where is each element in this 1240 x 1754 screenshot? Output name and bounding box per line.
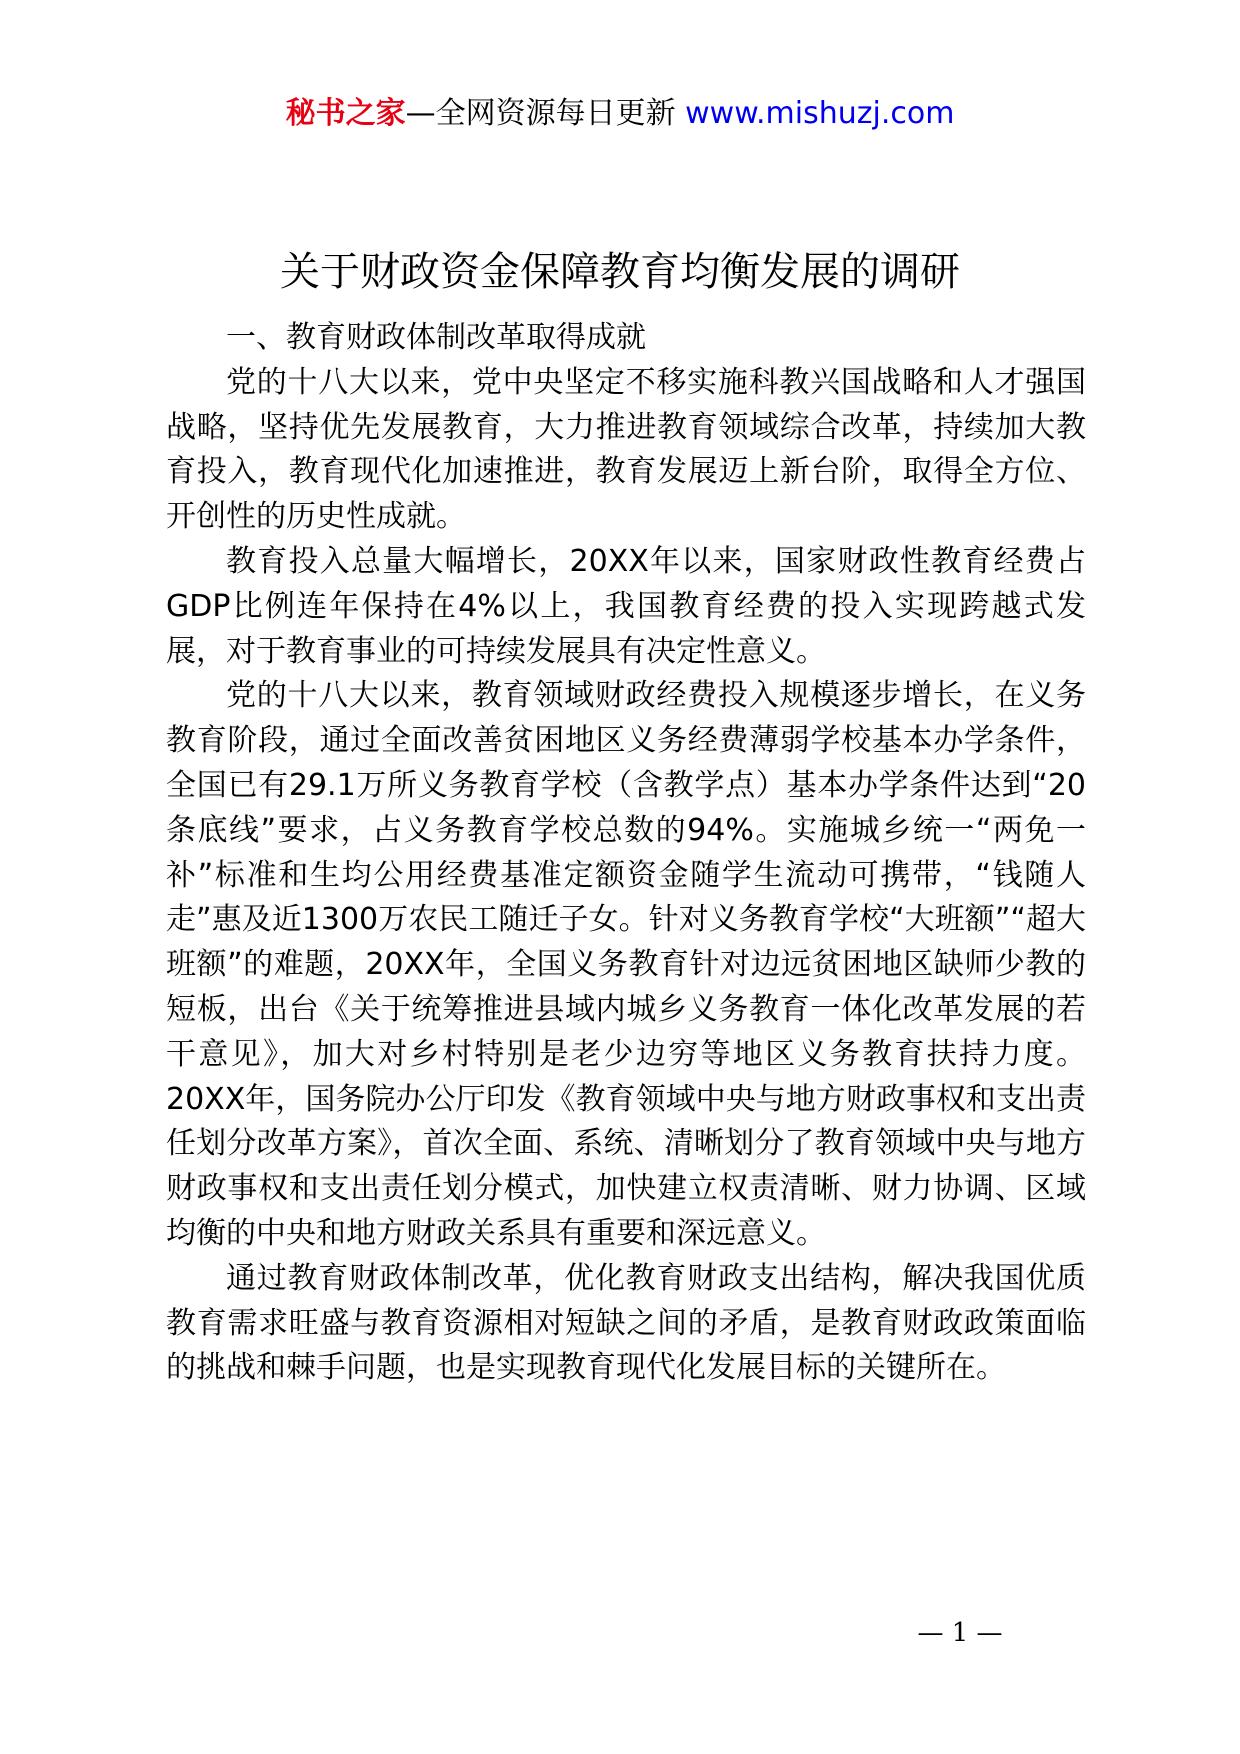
- site-url-link[interactable]: www.mishuzj.com: [685, 96, 955, 131]
- body-paragraph: 通过教育财政体制改革，优化教育财政支出结构，解决我国优质教育需求旺盛与教育资源相对短缺之间的矛盾，是教育财政政策面临的挑战和棘手问题，也是实现教育现代化发展目标的关键所在。: [166, 1260, 1086, 1386]
- banner-tagline: —全网资源每日更新: [405, 96, 686, 131]
- document-body: [166, 316, 1086, 1391]
- site-banner: [0, 94, 1240, 134]
- brand-name: 秘书之家: [285, 96, 406, 131]
- body-paragraph: 党的十八大以来，教育领域财政经费投入规模逐步增长，在义务教育阶段，通过全面改善贫困地区义务经费薄弱学校基本办学条件，全国已有29.1万所义务教育学校（含教学点）基本办学条件达到“20条底线”要求，占义务教育学校总数的94%。实施城乡统一“两免一补”标准和生均公用经费基准定额资金随学生流动可携带，“钱随人走”惠及近1300万农民工随迁子女。针对义务教育学校“大班额”“超大班额”的难题，20XX年，全国义务教育针对边远贫困地区缺师少教的短板，出台《关于统筹推进县域内城乡义务教育一体化改革发展的若干意见》，加大对乡村特别是老少边穷等地区义务教育扶持力度。20XX年，国务院办公厅印发《教育领域中央与地方财政事权和支出责任划分改革方案》，首次全面、系统、清晰划分了教育领域中央与地方财政事权和支出责任划分模式，加快建立权责清晰、财力协调、区域均衡的中央和地方财政关系具有重要和深远意义。: [166, 678, 1086, 1251]
- section-heading: 一、教育财政体制改革取得成就: [226, 320, 646, 355]
- document-title: 关于财政资金保障教育均衡发展的调研: [280, 249, 960, 295]
- body-paragraph: 党的十八大以来，党中央坚定不移实施科教兴国战略和人才强国战略，坚持优先发展教育，大力推进教育领域综合改革，持续加大教育投入，教育现代化加速推进，教育发展迈上新台阶，取得全方位、开创性的历史性成就。: [166, 364, 1086, 535]
- page-number: — 1 —: [917, 1618, 1003, 1648]
- body-paragraph: 教育投入总量大幅增长，20XX年以来，国家财政性教育经费占GDP比例连年保持在4%以上，我国教育经费的投入实现跨越式发展，对于教育事业的可持续发展具有决定性意义。: [166, 543, 1086, 669]
